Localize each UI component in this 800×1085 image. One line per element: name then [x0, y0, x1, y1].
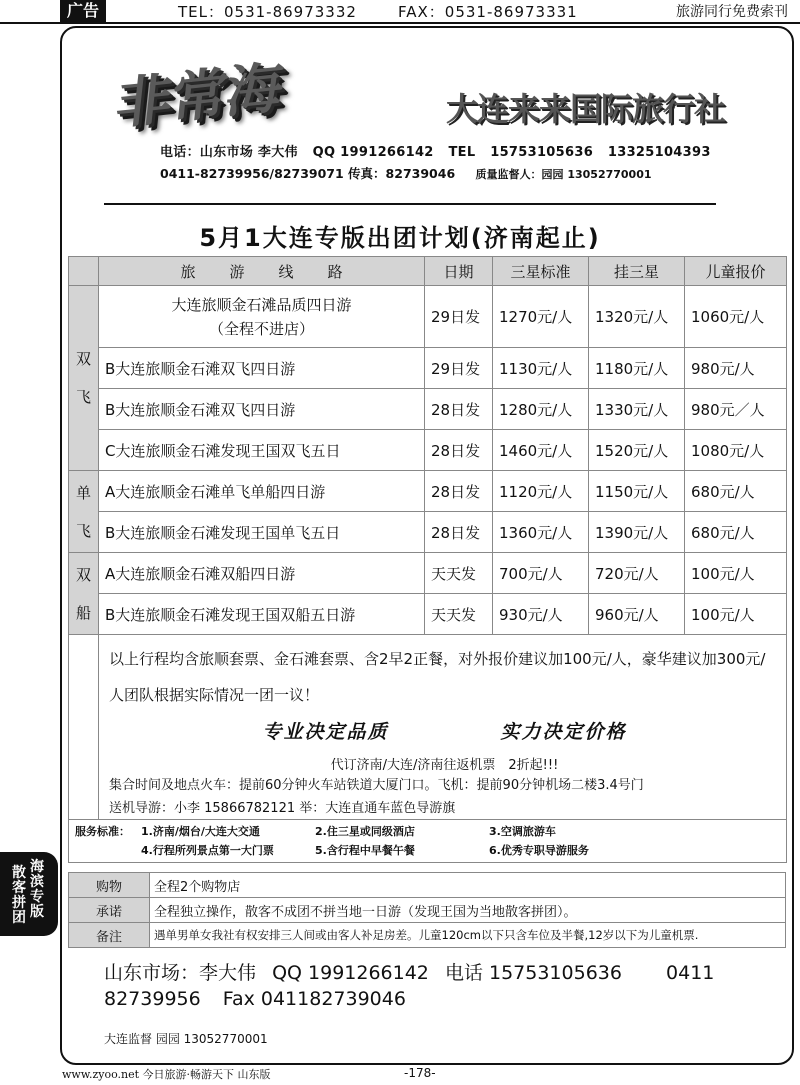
- meeting-info: 集合时间及地点火车：提前60分钟火车站铁道大厦门口。飞机：提前90分钟机场二楼3.4号门: [109, 778, 644, 793]
- price-cell: 1460元/人: [493, 430, 589, 471]
- child-price-cell: 1080元/人: [685, 430, 787, 471]
- child-price-cell: 980元／人: [685, 389, 787, 430]
- contact-qq: QQ 1991266142: [312, 145, 434, 160]
- table-row: [69, 430, 787, 471]
- table-row: [69, 512, 787, 553]
- bottom-market: 山东市场：李大伟: [104, 962, 257, 984]
- header-hang-three-star: 挂三星: [589, 257, 685, 286]
- header-three-star: 三星标准: [493, 257, 589, 286]
- price-cell: 1130元/人: [493, 348, 589, 389]
- price-cell: 1270元/人: [493, 286, 589, 348]
- top-tel: TEL：0531-86973332: [178, 3, 357, 21]
- contact-tel-2: 13325104393: [607, 145, 711, 160]
- slogans: [109, 717, 780, 744]
- services-label: 服务标准：: [75, 825, 130, 838]
- price-cell: 700元/人: [493, 553, 589, 594]
- bottom-contact-2: [104, 988, 422, 1010]
- child-price-cell: 680元/人: [685, 471, 787, 512]
- notes-cell: [99, 635, 787, 820]
- service-item: 3.空调旅游车: [489, 825, 556, 838]
- service-item: 2.住三星或同级酒店: [315, 825, 415, 838]
- route-cell: B大连旅顺金石滩双飞四日游: [99, 389, 425, 430]
- contact-tel-1: 15753105636: [490, 145, 594, 160]
- services-row: [69, 820, 787, 863]
- date-cell: 29日发: [425, 348, 493, 389]
- top-strip: [0, 0, 800, 24]
- date-cell: 28日发: [425, 389, 493, 430]
- top-fax: FAX：0531-86973331: [398, 3, 578, 21]
- notes-blank: [69, 635, 99, 820]
- route-cell: B大连旅顺金石滩发现王国双船五日游: [99, 594, 425, 635]
- service-item: 6.优秀专职导游服务: [489, 844, 589, 857]
- extras-key: 购物: [69, 873, 150, 898]
- intro-text: 以上行程均含旅顺套票、金石滩套票、含2早2正餐，对外报价建议加100元/人，豪华建议加300元/人团队根据实际情况一团一议！: [109, 650, 766, 704]
- side-tab-group: 散客拼团: [12, 865, 26, 926]
- date-cell: 28日发: [425, 512, 493, 553]
- route-cell: A大连旅顺金石滩双船四日游: [99, 553, 425, 594]
- bottom-qq: QQ 1991266142: [272, 962, 429, 984]
- group-label-double-ship: 双 船: [69, 553, 99, 635]
- divider: [104, 203, 716, 205]
- price-cell: 930元/人: [493, 594, 589, 635]
- extras-key: 承诺: [69, 898, 150, 923]
- service-item: 5.含行程中早餐午餐: [315, 844, 415, 857]
- child-price-cell: 100元/人: [685, 553, 787, 594]
- table-row: [69, 553, 787, 594]
- extras-value: 全程独立操作，散客不成团不拼当地一日游（发现王国为当地散客拼团）。: [150, 898, 786, 923]
- price-cell: 1280元/人: [493, 389, 589, 430]
- price-cell: 1120元/人: [493, 471, 589, 512]
- table-row: [69, 348, 787, 389]
- ad-label: 广告: [60, 0, 106, 22]
- agency-name: 大连来来国际旅行社: [446, 90, 726, 128]
- child-price-cell: 980元/人: [685, 348, 787, 389]
- notes-row: [69, 635, 787, 820]
- contact-line-2: [160, 164, 652, 182]
- date-cell: 天天发: [425, 553, 493, 594]
- contact-supervisor: 质量监督人：园园 13052770001: [475, 168, 652, 181]
- price-cell: 1360元/人: [493, 512, 589, 553]
- extras-row: [69, 898, 786, 923]
- contact-office: 0411-82739956/82739071 传真：82739046: [160, 166, 456, 181]
- route-cell: B大连旅顺金石滩双飞四日游: [99, 348, 425, 389]
- tour-table: [68, 256, 787, 863]
- price-cell: 1390元/人: [589, 512, 685, 553]
- table-row: [69, 389, 787, 430]
- logo: 非常海: [112, 54, 285, 138]
- price-cell: 720元/人: [589, 553, 685, 594]
- header-date: 日期: [425, 257, 493, 286]
- services-cell: [69, 820, 787, 863]
- table-row: [69, 286, 787, 348]
- footer-text: www.zyoo.net 今日旅游·畅游天下 山东版: [62, 1068, 271, 1081]
- bottom-phone: 电话 15753105636: [444, 962, 622, 984]
- group-label-double-flight: 双 飞: [69, 286, 99, 471]
- date-cell: 29日发: [425, 286, 493, 348]
- price-cell: 1150元/人: [589, 471, 685, 512]
- page-number: -178-: [404, 1066, 436, 1080]
- top-right-text: 旅游同行免费索刊: [676, 4, 788, 20]
- side-tab-seaside: 海滨专版: [30, 859, 44, 920]
- extras-row: [69, 873, 786, 898]
- price-cell: 1520元/人: [589, 430, 685, 471]
- bottom-fax: Fax 041182739046: [222, 988, 406, 1010]
- date-cell: 28日发: [425, 471, 493, 512]
- bottom-contact-1: [104, 958, 724, 985]
- child-price-cell: 680元/人: [685, 512, 787, 553]
- header-child-price: 儿童报价: [685, 257, 787, 286]
- route-cell: A大连旅顺金石滩单飞单船四日游: [99, 471, 425, 512]
- extras-value: 全程2个购物店: [150, 873, 786, 898]
- header-blank: [69, 257, 99, 286]
- slogan-price: 实力决定价格: [500, 721, 627, 743]
- group-label-single-flight: 单 飞: [69, 471, 99, 553]
- guide-info: 送机导游：小李 15866782121 举：大连直通车蓝色导游旗: [109, 801, 456, 816]
- contact-line-1: [160, 141, 721, 160]
- side-tab: [0, 852, 58, 936]
- header-route: 旅游线路: [99, 257, 425, 286]
- extras-key: 备注: [69, 923, 150, 948]
- route-cell: 大连旅顺金石滩品质四日游 （全程不进店）: [99, 286, 425, 348]
- price-cell: 1180元/人: [589, 348, 685, 389]
- service-item: 1.济南/烟台/大连大交通: [141, 825, 260, 838]
- bottom-supervisor: 大连监督 园园 13052770001: [104, 1032, 268, 1046]
- route-cell: C大连旅顺金石滩发现王国双飞五日: [99, 430, 425, 471]
- extras-value: 遇单男单女我社有权安排三人间或由客人补足房差。儿童120cm以下只含车位及半餐,12岁以下为儿童机票.: [150, 923, 786, 948]
- child-price-cell: 1060元/人: [685, 286, 787, 348]
- child-price-cell: 100元/人: [685, 594, 787, 635]
- route-cell: B大连旅顺金石滩发现王国单飞五日: [99, 512, 425, 553]
- extras-table: [68, 872, 786, 948]
- service-item: 4.行程所列景点第一大门票: [141, 844, 274, 857]
- table-row: [69, 471, 787, 512]
- bottom-number: 82739956: [104, 988, 201, 1010]
- slogan-quality: 专业决定品质: [262, 721, 389, 743]
- contact-market: 电话：山东市场 李大伟: [160, 145, 298, 160]
- extras-row: [69, 923, 786, 948]
- bottom-area-code: 0411: [666, 962, 715, 984]
- price-cell: 960元/人: [589, 594, 685, 635]
- plan-title: 5月1大连专版出团计划(济南起止): [199, 224, 601, 252]
- contact-tel-label: TEL: [448, 145, 476, 160]
- date-cell: 天天发: [425, 594, 493, 635]
- price-cell: 1330元/人: [589, 389, 685, 430]
- ticket-offer: 代订济南/大连/济南往返机票 2折起!!!: [330, 758, 559, 773]
- table-row: [69, 594, 787, 635]
- price-cell: 1320元/人: [589, 286, 685, 348]
- table-header: [69, 257, 787, 286]
- date-cell: 28日发: [425, 430, 493, 471]
